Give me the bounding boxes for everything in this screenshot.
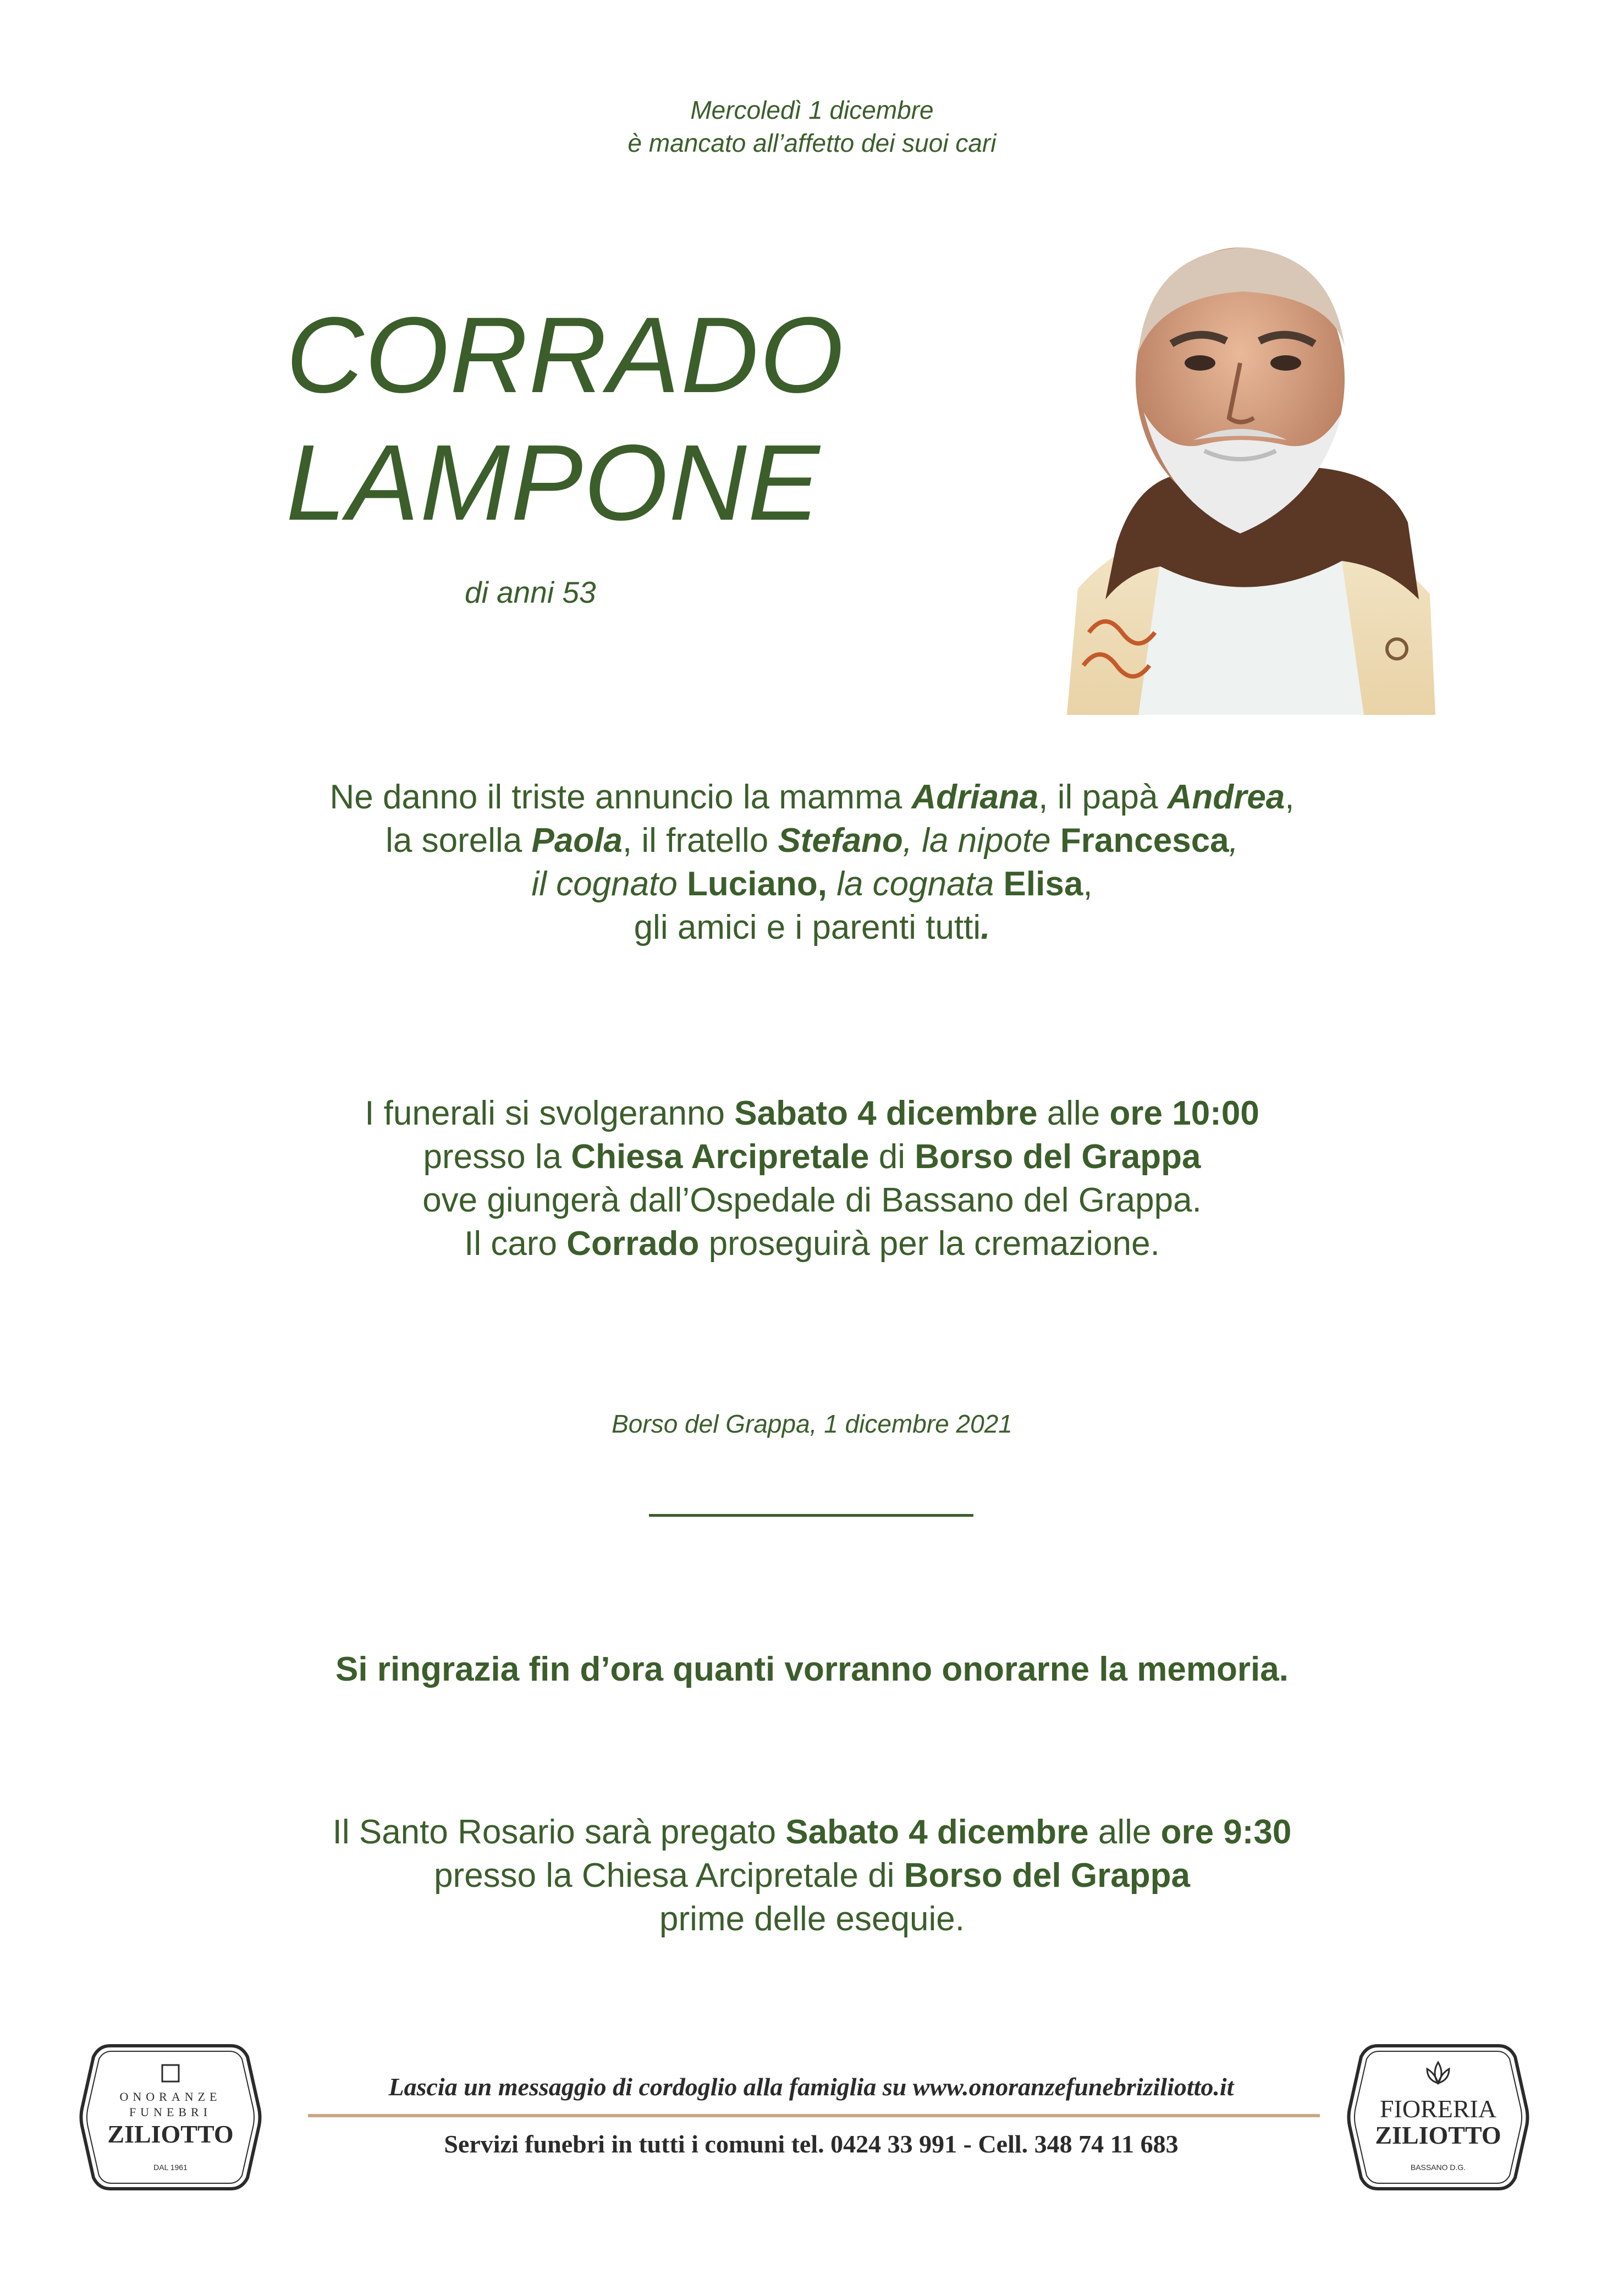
text: alle: [1088, 1813, 1161, 1851]
mother-name: Adriana: [911, 778, 1039, 816]
family-line-1: [0, 775, 1624, 819]
deceased-first-name: CORRADO: [286, 295, 845, 415]
text: di: [869, 1138, 915, 1176]
text: la cognata: [827, 865, 1004, 903]
announcement-intro: [0, 93, 1624, 159]
onoranze-ziliotto-logo: [77, 2035, 264, 2200]
rosary-town: Borso del Grappa: [904, 1857, 1190, 1895]
logo-right-name: ZILIOTTO: [1375, 2121, 1501, 2149]
announcement-date: Mercoledì 1 dicembre: [690, 96, 934, 124]
funeral-date: Sabato 4 dicembre: [734, 1094, 1038, 1132]
thanks-line: Si ringrazia fin d’ora quanti vorranno onorarne la memoria.: [335, 1650, 1289, 1688]
funeral-town: Borso del Grappa: [915, 1138, 1201, 1176]
family-line-4: [0, 906, 1624, 949]
funeral-time: ore 10:00: [1109, 1094, 1259, 1132]
text: I funerali si svolgeranno: [365, 1094, 735, 1132]
portrait-image: [1056, 214, 1441, 715]
family-line-3: [0, 862, 1624, 906]
text: Ne danno il triste annuncio la mamma: [329, 778, 912, 816]
footer-message: Lascia un messaggio di cordoglio alla famiglia su www.onoranzefunebriziliotto.it: [388, 2073, 1234, 2101]
funeral-line-1: [0, 1092, 1624, 1135]
father-name: Andrea: [1167, 778, 1285, 816]
text: , la nipote: [902, 822, 1060, 860]
text: Il caro: [464, 1225, 567, 1263]
rosary-line-1: [0, 1810, 1624, 1854]
footer-services: Servizi funebri in tutti i comuni tel. 0424 33 991 - Cell. 348 74 11 683: [444, 2130, 1179, 2158]
deceased-age: di anni 53: [465, 575, 596, 609]
logo-left-since: DAL 1961: [153, 2163, 188, 2172]
sister-in-law-name: Elisa: [1003, 865, 1083, 903]
funeral-info: [0, 1092, 1624, 1265]
divider: [649, 1514, 973, 1517]
text: , il papà: [1038, 778, 1168, 816]
deceased-name: [286, 291, 845, 547]
deceased-last-name: LAMPONE: [286, 422, 821, 543]
sister-name: Paola: [531, 822, 623, 860]
text: ,: [1229, 822, 1238, 860]
text: ,: [1285, 778, 1295, 816]
text: il cognato: [531, 865, 687, 903]
funeral-line-2: [0, 1135, 1624, 1179]
text: alle: [1037, 1094, 1110, 1132]
announcement-text: è mancato all’affetto dei suoi cari: [627, 129, 997, 157]
fioreria-ziliotto-logo: [1345, 2035, 1532, 2200]
family-line-2: [0, 819, 1624, 862]
rosary-date: Sabato 4 dicembre: [785, 1813, 1089, 1851]
rosary-line-3: [0, 1897, 1624, 1941]
text: , il fratello: [622, 822, 778, 860]
logo-right-top: FIORERIA: [1379, 2095, 1497, 2123]
funeral-church: Chiesa Arcipretale: [571, 1138, 869, 1176]
text: la sorella: [386, 822, 532, 860]
brother-name: Stefano: [778, 822, 903, 860]
logo-left-top: ONORANZE: [119, 2090, 222, 2104]
text: ,: [1083, 865, 1093, 903]
text: presso la Chiesa Arcipretale di: [434, 1857, 904, 1895]
text: presso la: [423, 1138, 571, 1176]
deceased-first-name-mention: Corrado: [566, 1225, 700, 1263]
funeral-line-3: [0, 1179, 1624, 1222]
place-date: Borso del Grappa, 1 dicembre 2021: [612, 1409, 1012, 1438]
rosary-line-2: [0, 1854, 1624, 1897]
family-announcement: [0, 775, 1624, 949]
rosary-info: [0, 1810, 1624, 1941]
text: Il Santo Rosario sarà pregato: [332, 1813, 786, 1851]
text: ove giungerà dall’Ospedale di Bassano del Grappa.: [422, 1181, 1202, 1219]
text: .: [981, 909, 990, 946]
logo-left-name: ZILIOTTO: [107, 2120, 234, 2148]
footer-divider: [308, 2114, 1320, 2117]
brother-in-law-name: Luciano,: [687, 865, 827, 903]
funeral-line-4: [0, 1222, 1624, 1265]
logo-right-place: BASSANO D.G.: [1410, 2163, 1466, 2172]
rosary-time: ore 9:30: [1160, 1813, 1292, 1851]
text: proseguirà per la cremazione.: [699, 1225, 1160, 1263]
text: gli amici e i parenti tutti: [634, 909, 981, 946]
text: prime delle esequie.: [659, 1900, 965, 1938]
logo-left-middle: FUNEBRI: [129, 2105, 212, 2119]
niece-name: Francesca: [1060, 822, 1229, 860]
